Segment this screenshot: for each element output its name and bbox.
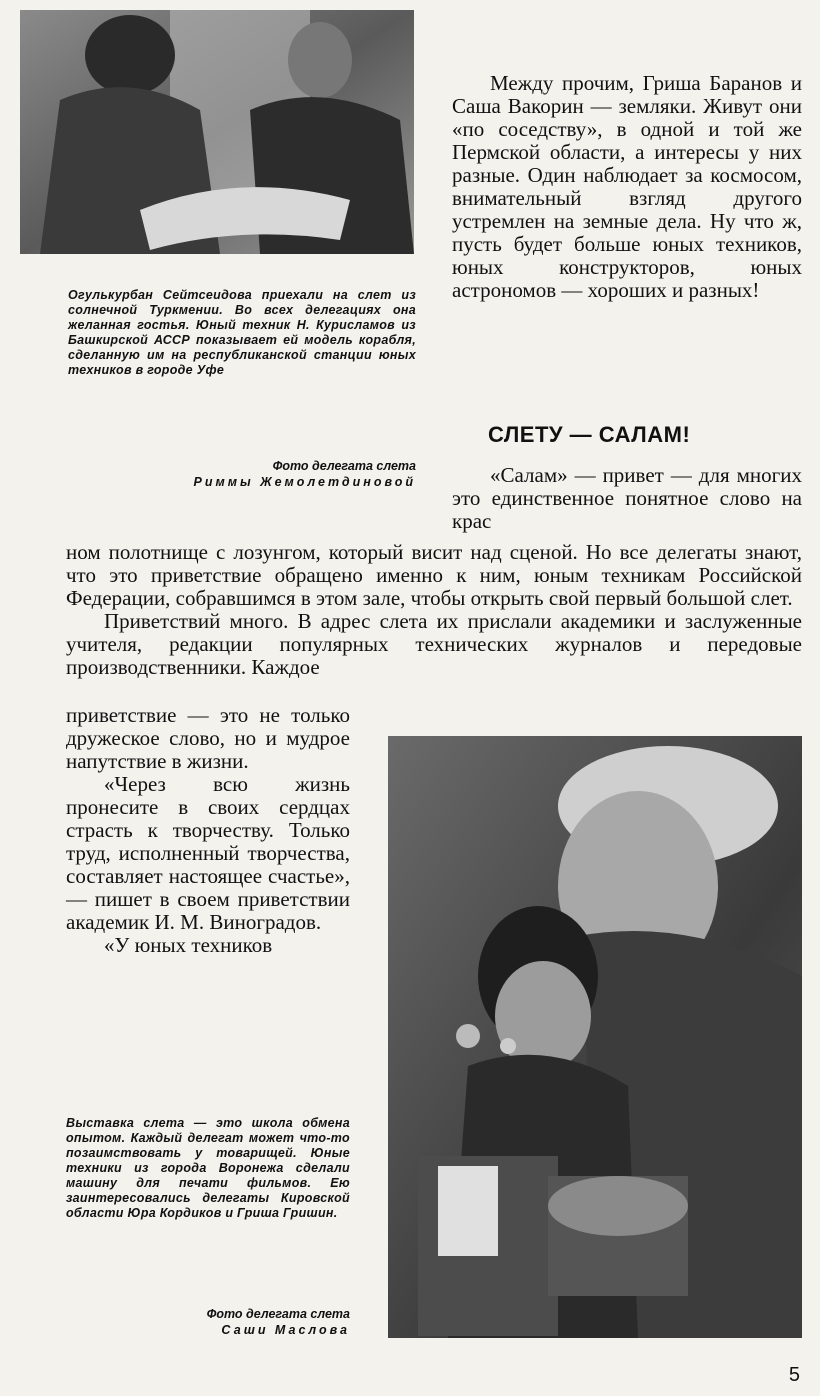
caption-bottom: Выставка слета — это школа обмена опытом. Каждый делегат может что-то позаимствовать у товарищей. Юные техники из города Воронежа сделали машину для печати фильмов. Ею заинтересовались делегаты Кировской области Юра Кордиков и Гриша Гришин. xyxy=(66,1116,350,1220)
salam-text-start: «Салам» — привет — для многих это единственное понятное слово на крас xyxy=(452,463,802,533)
credit-bottom-line1: Фото делегата слета xyxy=(206,1307,350,1321)
intro-text: Между прочим, Гриша Баранов и Саша Вакорин — земляки. Живут они «по соседству», в одной и той же Пермской области, а интересы у них разные. Один наблюдает за космосом, внимательный взгляд другого устремлен на земные дела. Ну что ж, пусть будет больше юных техников, юных конструкторов, юных астрономов — хороших и разных! xyxy=(452,71,802,302)
intro-paragraph xyxy=(452,72,802,302)
section-heading: СЛЕТУ — САЛАМ! xyxy=(488,422,691,447)
credit-bottom-name: Саши Маслова xyxy=(221,1323,350,1337)
credit-top xyxy=(76,458,416,490)
left-column-text xyxy=(66,704,350,957)
credit-bottom xyxy=(66,1306,350,1338)
credit-top-line1: Фото делегата слета xyxy=(272,459,416,473)
last-line: «У юных техников xyxy=(104,933,273,957)
greetings-continued: приветствие — это не только дружеское слово, но и мудрое напутствие в жизни. xyxy=(66,703,350,773)
caption-top: Огулькурбан Сейтсеидова приехали на слет из солнечной Туркмении. Во всех делегациях она желанная гостья. Юный техник Н. Курисламов из Башкирской АССР показывает ей модель корабля, сделанную им на республиканской станции юных техников в городе Уфе xyxy=(68,288,416,377)
greetings-text: Приветствий много. В адрес слета их прислали академики и заслуженные учителя, редакции популярных технических журналов и передовые производственники. Каждое xyxy=(66,609,802,679)
photo-top xyxy=(20,10,414,254)
salam-paragraph-start xyxy=(452,464,802,533)
credit-top-name: Риммы Жемолетдиновой xyxy=(193,475,416,489)
quote-text: «Через всю жизнь пронесите в своих сердцах страсть к творчеству. Только труд, исполненный творчества, составляет настоящее счастье», — пишет в своем приветствии академик И. М. Виноградов. xyxy=(66,772,350,934)
salam-paragraph-continued xyxy=(66,541,802,679)
photo-bottom xyxy=(388,736,802,1338)
salam-text-continued: ном полотнище с лозунгом, который висит над сценой. Но все делегаты знают, что это приветствие обращено именно к ним, юным техникам Российской Федерации, собравшимся в этом зале, чтобы открыть свой первый большой слет. xyxy=(66,540,802,610)
page-number: 5 xyxy=(788,1364,800,1386)
